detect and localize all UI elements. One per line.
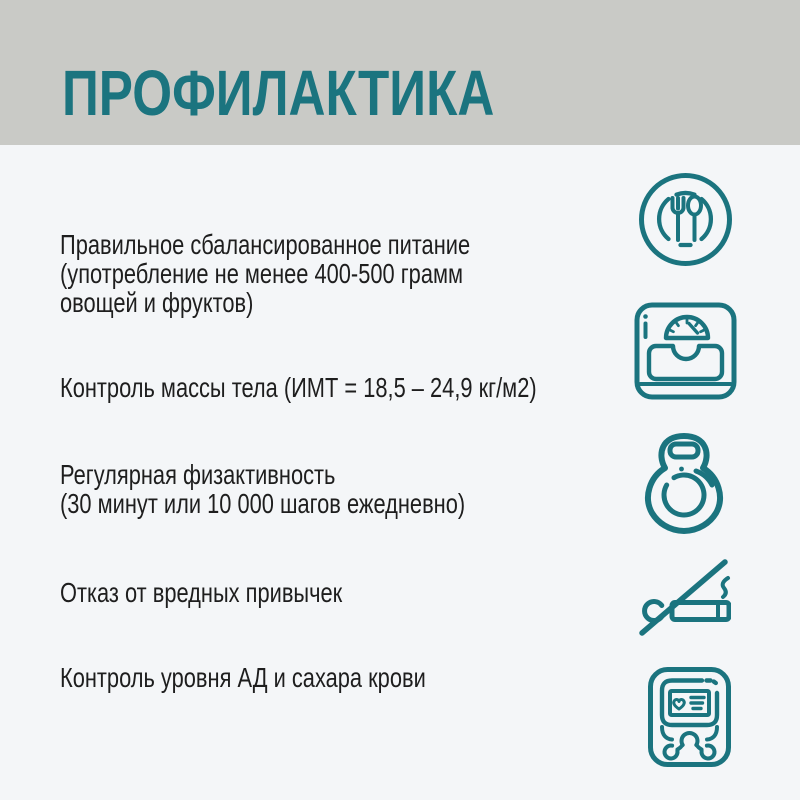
plate-fork-spoon-icon — [637, 171, 734, 268]
text-line: Отказ от вредных привычек — [60, 577, 343, 608]
text-line: (30 минут или 10 000 шагов ежедневно) — [60, 488, 466, 519]
text-line: Регулярная физактивность — [60, 459, 336, 490]
page-title: ПРОФИЛАКТИКА — [62, 57, 495, 129]
text-line: овощей и фруктов) — [60, 287, 254, 318]
list-item-monitoring-text — [60, 663, 426, 692]
list-item-habits-text — [60, 578, 342, 607]
text-line: Правильное сбалансированное питание — [60, 229, 471, 260]
glucometer-icon — [647, 666, 732, 768]
text-line: (употребление не менее 400-500 грамм — [60, 258, 464, 289]
weight-scale-icon — [634, 302, 737, 400]
no-smoking-icon — [639, 559, 731, 637]
list-item-activity-text — [60, 460, 465, 518]
text-line: Контроль массы тела (ИМТ = 18,5 – 24,9 кг/м2) — [60, 372, 537, 403]
text-line: Контроль уровня АД и сахара крови — [60, 662, 426, 693]
kettlebell-icon — [637, 429, 731, 536]
list-item-nutrition-text — [60, 230, 470, 317]
list-item-weight-text — [60, 373, 537, 402]
